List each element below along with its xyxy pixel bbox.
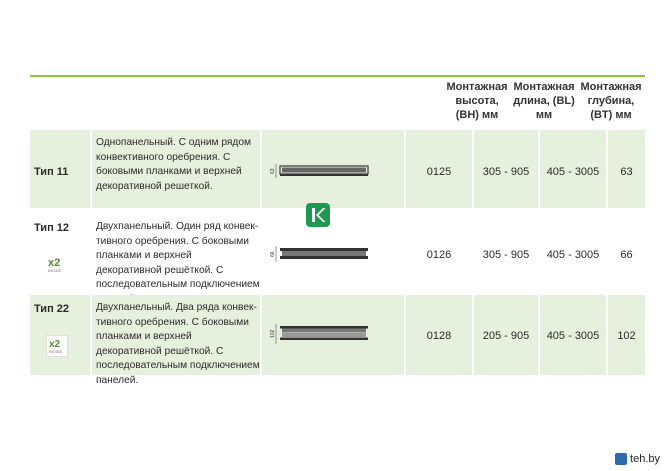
mounting-length: 405 - 3005	[546, 166, 600, 178]
table-row-type-12	[30, 212, 645, 292]
mounting-height: 205 - 905	[482, 330, 530, 342]
radiator-profile-icon	[268, 322, 372, 346]
table-row-type-11	[30, 130, 645, 208]
x2-inside-badge	[46, 254, 68, 274]
type-description: Двухпанельный. Два ряда конвек- тивного оребрения. С боковыми планками и верхней декоративной решёткой. С последовательным подключением панелей.	[96, 302, 260, 386]
svg-text:INSIDE: INSIDE	[49, 349, 63, 354]
svg-text:x2: x2	[49, 339, 61, 350]
mounting-height: 305 - 905	[482, 249, 530, 261]
product-code: 0128	[426, 330, 452, 342]
watermark-text: teh.by	[630, 453, 660, 465]
type-label: Тип 22	[34, 303, 69, 315]
type-description: Однопанельный. С одним рядом конвективного оребрения. С боковыми планками и верхней декоративной решеткой.	[96, 137, 252, 192]
watermark	[615, 453, 660, 465]
radiator-profile-icon	[268, 244, 372, 264]
svg-text:INSIDE: INSIDE	[48, 268, 62, 273]
mounting-length: 405 - 3005	[546, 330, 600, 342]
type-label: Тип 12	[34, 222, 69, 234]
k-logo-icon	[306, 203, 330, 227]
header-length: Монтажная длина, (BL) мм	[513, 81, 575, 121]
product-code: 0126	[426, 249, 452, 261]
site-logo-icon	[615, 453, 627, 465]
type-label: Тип 11	[34, 166, 69, 178]
table-top-rule	[30, 75, 645, 77]
depth-dimension-label: 66	[270, 251, 276, 257]
type-description: Двухпанельный. Один ряд конвек- тивного оребрения. С боковыми планками и верхней декоративной решёткой. С последовательным подключением	[96, 221, 260, 290]
radiator-profile-icon	[268, 162, 372, 180]
mounting-depth: 66	[620, 249, 633, 261]
header-height: Монтажная высота, (BH) мм	[446, 81, 508, 121]
depth-dimension-label: 63	[270, 168, 276, 174]
depth-dimension-label: 102	[270, 329, 276, 338]
svg-text:x2: x2	[48, 257, 61, 269]
mounting-length: 405 - 3005	[546, 249, 600, 261]
x2-inside-badge	[46, 335, 68, 357]
mounting-depth: 63	[620, 166, 633, 178]
mounting-height: 305 - 905	[482, 166, 530, 178]
header-depth: Монтажная глубина, (BT) мм	[580, 81, 642, 121]
product-code: 0125	[426, 166, 452, 178]
table-row-type-22	[30, 295, 645, 386]
mounting-depth: 102	[617, 330, 636, 342]
